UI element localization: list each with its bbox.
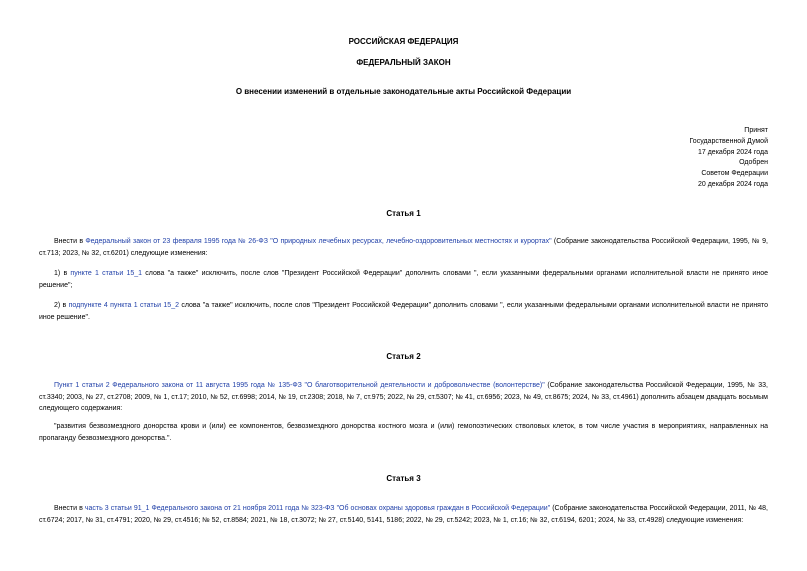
adoption-line: Принят — [744, 127, 768, 134]
adoption-block — [689, 126, 768, 191]
adoption-line: Советом Федерации — [701, 170, 768, 178]
article-1-item-2 — [39, 300, 768, 323]
country-heading: РОССИЙСКАЯ ФЕДЕРАЦИЯ — [348, 37, 459, 46]
text: (Собрание законодательства Российской Федерации, 2011, № 48, ст.6724; 2017, № 31, ст.4791; 2020, № 29, ст.4516; № 52, ст.8584; 2021, № 18, ст.3072; № 27, ст.5140, 5141, 5186; 2022, № 29, ст.5242; 2023, № 1, ст.16; № 32, ст.6194, 6201; 2024, № 33, ст.4928) следующие изменения: — [39, 505, 768, 524]
text: Внести в — [54, 505, 85, 512]
text: (Собрание законодательства Российской Федерации, 1995, № 9, ст.713; 2023, № 32, ст.6201) следующие изменения: — [39, 238, 768, 257]
article-3-heading: Статья 3 — [386, 474, 421, 483]
text: 1) в — [54, 270, 71, 277]
adoption-line: Одобрен — [739, 159, 768, 167]
article-3-intro — [39, 503, 768, 526]
article-2-intro — [39, 380, 768, 415]
law-title: О внесении изменений в отдельные законодательные акты Российской Федерации — [235, 87, 572, 96]
adoption-line: 17 декабря 2024 года — [697, 148, 768, 156]
text: 2) в — [54, 302, 69, 309]
law-link[interactable]: Федеральный закон от 23 февраля 1995 года № 26-ФЗ "О природных лечебных ресурсах, лечебно-оздоровительных местностях и курортах" — [85, 238, 552, 245]
article-1-heading: Статья 1 — [386, 209, 421, 218]
article-1-intro — [39, 236, 768, 259]
article-1-item-1 — [39, 268, 768, 291]
adoption-line: Государственной Думой — [689, 137, 768, 145]
text: (Собрание законодательства Российской Федерации, 1995, № 33, ст.3340; 2003, № 27, ст.2708; 2009, № 1, ст.17; 2010, № 52, ст.6998; 2014, № 19, ст.2308; 2018, № 7, ст.975; 2022, № 29, ст.5307; № 41, ст.6956; 2023, № 49, ст.8675; 2024, № 33, ст.4961) дополнить абзацем двадцать восьмым следующего содержания: — [39, 382, 768, 412]
article-2-quote — [39, 421, 768, 444]
law-link[interactable]: подпункте 4 пункта 1 статьи 15_2 — [68, 302, 179, 309]
law-link[interactable]: Пункт 1 статьи 2 Федерального закона от 11 августа 1995 года № 135-ФЗ "О благотворительной деятельности и добровольчестве (волонтерстве)" — [54, 382, 545, 389]
text: слова "а также" исключить, после слов "Президент Российской Федерации" дополнить словами ", если указанными федеральными органами исполнительной власти не принято иное решение"; — [39, 270, 768, 289]
article-2-heading: Статья 2 — [386, 352, 421, 361]
adoption-line: 20 декабря 2024 года — [697, 180, 768, 188]
text: Внести в — [54, 238, 86, 245]
law-link[interactable]: часть 3 статьи 91_1 Федерального закона от 21 ноября 2011 года № 323-ФЗ "Об основах охраны здоровья граждан в Российской Федерации" — [84, 505, 551, 512]
text: "развития безвозмездного донорства крови и (или) ее компонентов, безвозмездного донорства костного мозга и (или) гемопоэтических стволовых клеток, в том числе участия в мероприятиях, направленных на пропаганду безвозмездного донорства.". — [39, 423, 768, 442]
text: слова "а также" исключить, после слов "Президент Российской Федерации" дополнить словами ", если указанными федеральными органами исполнительной власти не принято иное решение". — [39, 302, 768, 321]
law-link[interactable]: пункте 1 статьи 15_1 — [70, 270, 143, 277]
law-type-heading: ФЕДЕРАЛЬНЫЙ ЗАКОН — [356, 58, 451, 67]
